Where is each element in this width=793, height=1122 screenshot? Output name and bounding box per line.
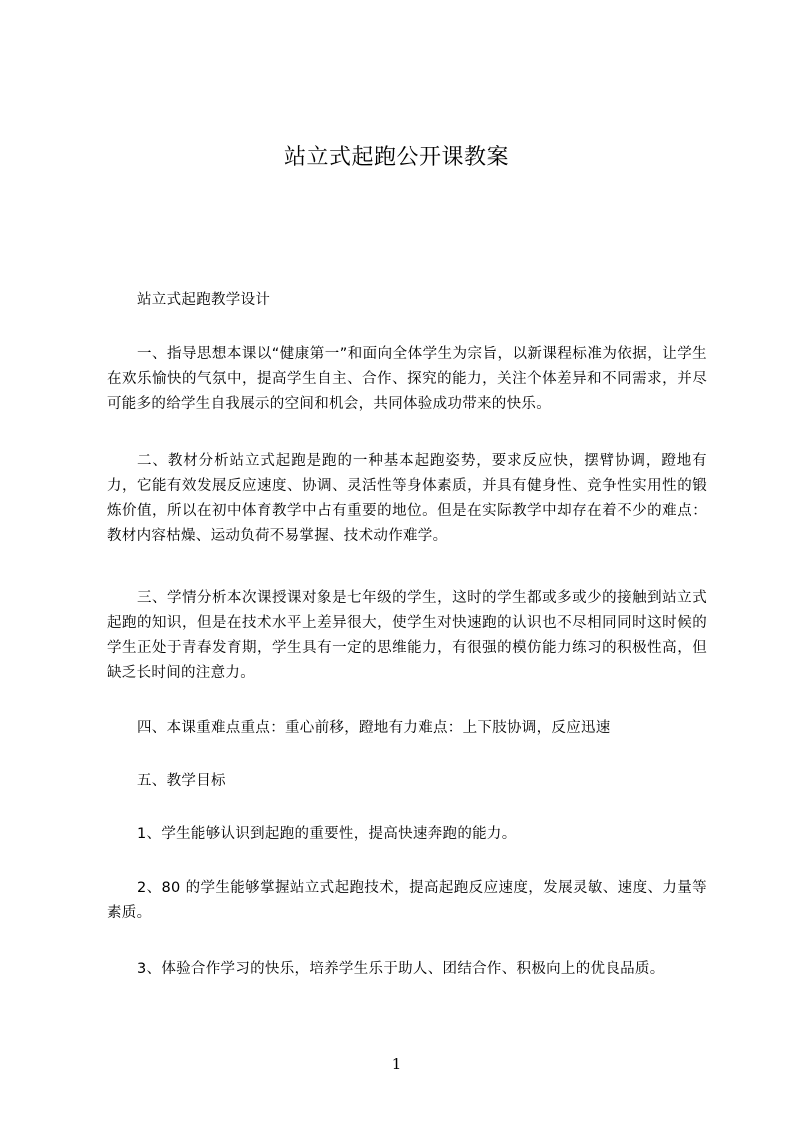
section-guiding-ideology: 一、指导思想本课以“健康第一”和面向全体学生为宗旨，以新课程标准为依据，让学生在欢乐愉快的气氛中，提高学生自主、合作、探究的能力，关注个体差异和不同需求，并尽可能多的给学生自我展示的空间和机会，共同体验成功带来的快乐。: [107, 346, 707, 412]
page-number: 1: [391, 1055, 402, 1073]
goal-item-2: 2、80 的学生能够掌握站立式起跑技术，提高起跑反应速度，发展灵敏、速度、力量等素质。: [107, 880, 707, 921]
document-title: 站立式起跑公开课教案: [283, 145, 509, 170]
goal-item-3: 3、体验合作学习的快乐，培养学生乐于助人、团结合作、积极向上的优良品质。: [137, 961, 665, 977]
section-student-analysis: 三、学情分析本次课授课对象是七年级的学生，这时的学生都或多或少的接触到站立式起跑的知识，但是在技术水平上差异很大，使学生对快速跑的认识也不尽相同同时这时候的学生正处于青春发育期，学生具有一定的思维能力，有很强的模仿能力练习的积极性高，但缺乏长时间的注意力。: [107, 590, 707, 681]
section-key-points: 四、本课重难点重点：重心前移，蹬地有力难点：上下肢协调，反应迅速: [137, 720, 611, 736]
section-teaching-goals: 五、教学目标: [137, 773, 226, 789]
goal-item-1: 1、学生能够认识到起跑的重要性，提高快速奔跑的能力。: [137, 826, 517, 842]
section-subtitle: 站立式起跑教学设计: [137, 292, 271, 308]
section-material-analysis: 二、教材分析站立式起跑是跑的一种基本起跑姿势，要求反应快，摆臂协调，蹬地有力，它能有效发展反应速度、协调、灵活性等身体素质，并具有健身性、竞争性实用性的锻炼价值，所以在初中体育教学中占有重要的地位。但是在实际教学中却存在着不少的难点：教材内容枯燥、运动负荷不易掌握、技术动作难学。: [107, 453, 707, 544]
